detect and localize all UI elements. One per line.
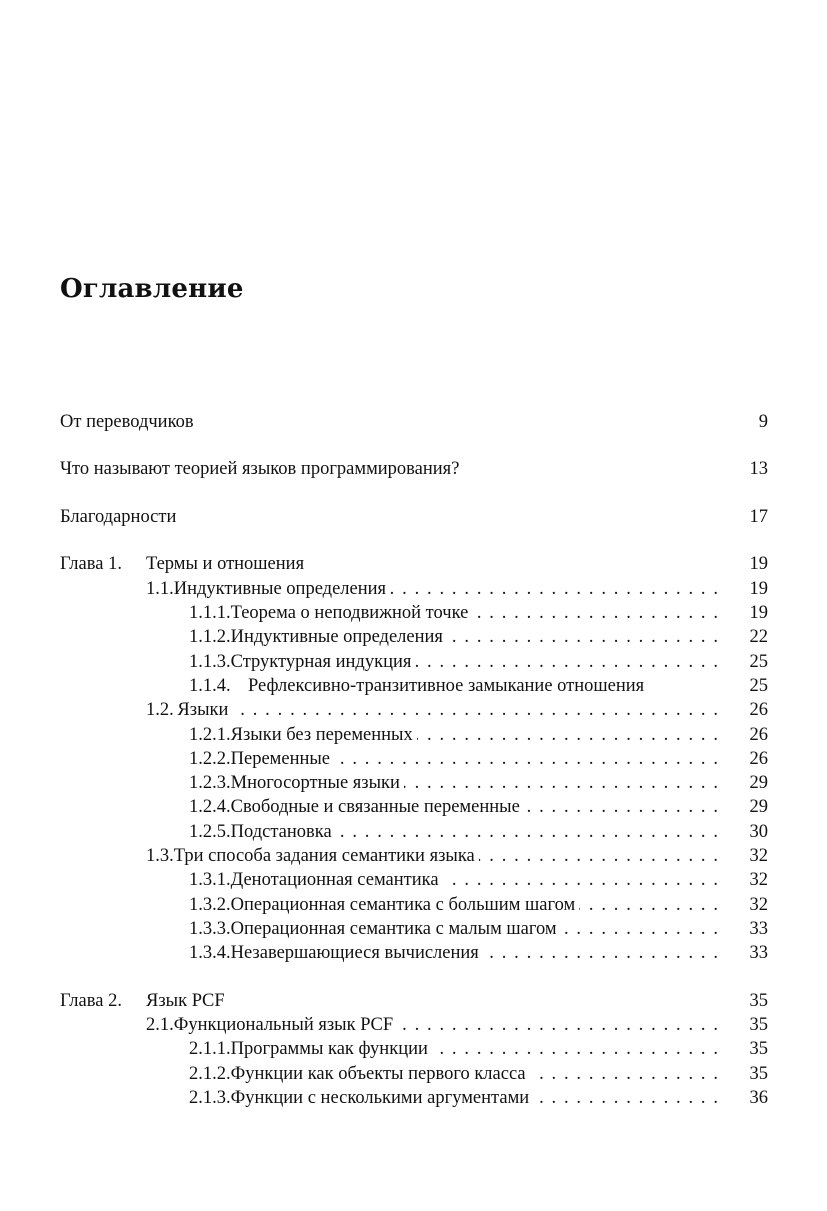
section-page: 32 — [749, 846, 768, 867]
subsection-page: 25 — [749, 651, 768, 672]
subsection-title: Переменные — [230, 748, 331, 769]
dot-leader — [530, 1062, 718, 1086]
toc-subsection-1-1-3[interactable] — [60, 650, 768, 674]
section-number: 1.2. — [146, 700, 174, 721]
toc-entry-page: 13 — [749, 459, 768, 480]
subsection-page: 33 — [749, 918, 768, 939]
dot-leader — [443, 868, 718, 892]
section-title: Три способа задания семантики языка — [173, 846, 475, 867]
dot-leader — [336, 820, 718, 844]
subsection-number: 1.2.2. — [189, 748, 231, 769]
dot-leader — [397, 1013, 718, 1037]
subsection-number: 2.1.2. — [189, 1063, 231, 1084]
subsection-number: 1.2.4. — [189, 797, 231, 818]
subsection-number: 1.2.3. — [189, 773, 231, 794]
dot-leader — [447, 625, 718, 649]
dot-leader — [432, 1037, 718, 1061]
toc-entry-title: Что называют теорией языков программирования? — [60, 459, 460, 480]
subsection-number: 1.2.5. — [189, 821, 231, 842]
toc-subsection-1-1-2[interactable] — [60, 625, 768, 649]
toc-entry-page: 9 — [758, 412, 768, 432]
toc-chapter-1[interactable] — [60, 552, 768, 576]
subsection-title: Операционная семантика с малым шагом — [230, 918, 557, 939]
toc-subsection-1-2-1[interactable] — [60, 723, 768, 747]
section-number: 1.1. — [146, 578, 174, 599]
toc-subsection-1-2-3[interactable] — [60, 771, 768, 795]
dot-leader — [417, 723, 718, 747]
dot-leader — [232, 698, 718, 722]
toc-entry-translators[interactable] — [60, 410, 768, 434]
section-page: 26 — [749, 700, 768, 721]
toc-section-1-1[interactable] — [60, 577, 768, 601]
section-title: Функциональный язык PCF — [173, 1014, 394, 1035]
subsection-number: 1.1.2. — [189, 627, 231, 648]
section-title: Языки — [177, 700, 229, 721]
subsection-title: Рефлексивно-транзитивное замыкание отношения — [248, 675, 645, 696]
subsection-page: 32 — [749, 894, 768, 915]
chapter-title: Термы и отношения — [146, 554, 305, 575]
chapter-page: 19 — [749, 554, 768, 575]
toc-entry-title: От переводчиков — [60, 412, 194, 432]
section-page: 19 — [749, 578, 768, 599]
subsection-number: 1.3.4. — [189, 943, 231, 964]
toc-subsection-1-3-3[interactable] — [60, 917, 768, 941]
subsection-title: Индуктивные определения — [230, 627, 443, 648]
subsection-page: 29 — [749, 773, 768, 794]
subsection-page: 22 — [749, 627, 768, 648]
subsection-title: Свободные и связанные переменные — [230, 797, 520, 818]
toc-section-1-3[interactable] — [60, 844, 768, 868]
toc-subsection-1-2-5[interactable] — [60, 820, 768, 844]
section-number: 2.1. — [146, 1014, 174, 1035]
subsection-number: 2.1.3. — [189, 1087, 231, 1108]
subsection-page: 36 — [749, 1087, 768, 1108]
subsection-number: 1.3.2. — [189, 894, 231, 915]
subsection-page: 33 — [749, 943, 768, 964]
toc-subsection-1-1-1[interactable] — [60, 601, 768, 625]
page-title: Оглавление — [60, 274, 244, 304]
subsection-page: 26 — [749, 724, 768, 745]
subsection-title: Подстановка — [230, 821, 332, 842]
toc-subsection-1-3-4[interactable] — [60, 941, 768, 965]
subsection-number: 1.1.3. — [189, 651, 231, 672]
toc-subsection-1-2-2[interactable] — [60, 747, 768, 771]
dot-leader — [579, 893, 718, 917]
subsection-number: 1.1.4. — [189, 675, 231, 696]
toc-subsection-1-2-4[interactable] — [60, 795, 768, 819]
toc-entry-acknowledgements[interactable] — [60, 505, 768, 529]
subsection-title: Структурная индукция — [230, 651, 412, 672]
subsection-page: 30 — [749, 821, 768, 842]
subsection-page: 35 — [749, 1063, 768, 1084]
dot-leader — [479, 844, 718, 868]
toc-subsection-2-1-2[interactable] — [60, 1062, 768, 1086]
toc-subsection-1-1-4[interactable] — [60, 674, 768, 698]
dot-leader — [561, 917, 718, 941]
toc-subsection-2-1-1[interactable] — [60, 1037, 768, 1061]
section-number: 1.3. — [146, 846, 174, 867]
subsection-number: 1.1.1. — [189, 603, 231, 624]
toc-subsection-2-1-3[interactable] — [60, 1086, 768, 1110]
dot-leader — [524, 795, 718, 819]
dot-leader — [390, 577, 718, 601]
subsection-title: Программы как функции — [230, 1039, 428, 1060]
toc-section-2-1[interactable] — [60, 1013, 768, 1037]
toc-subsection-1-3-1[interactable] — [60, 868, 768, 892]
subsection-page: 25 — [749, 675, 768, 696]
subsection-page: 19 — [749, 603, 768, 624]
subsection-title: Многосортные языки — [230, 773, 400, 794]
chapter-title: Язык PCF — [146, 990, 225, 1011]
subsection-number: 1.3.1. — [189, 870, 231, 891]
toc-entry-title: Благодарности — [60, 506, 177, 527]
toc-entry-page: 17 — [749, 506, 768, 527]
dot-leader — [472, 601, 718, 625]
toc-subsection-1-3-2[interactable] — [60, 893, 768, 917]
dot-leader — [483, 941, 718, 965]
toc-section-1-2[interactable] — [60, 698, 768, 722]
subsection-page: 35 — [749, 1039, 768, 1060]
subsection-title: Теорема о неподвижной точке — [230, 603, 469, 624]
subsection-title: Операционная семантика с большим шагом — [230, 894, 576, 915]
dot-leader — [404, 771, 718, 795]
subsection-page: 26 — [749, 748, 768, 769]
dot-leader — [334, 747, 718, 771]
subsection-title: Незавершающиеся вычисления — [230, 943, 479, 964]
toc-entry-what-is-theory[interactable] — [60, 457, 768, 481]
subsection-title: Функции как объекты первого класса — [230, 1063, 526, 1084]
chapter-page: 35 — [749, 990, 768, 1011]
toc-chapter-2[interactable] — [60, 989, 768, 1013]
subsection-number: 1.3.3. — [189, 918, 231, 939]
subsection-number: 1.2.1. — [189, 724, 231, 745]
subsection-title: Денотационная семантика — [230, 870, 439, 891]
subsection-page: 29 — [749, 797, 768, 818]
subsection-title: Языки без переменных — [230, 724, 413, 745]
dot-leader — [533, 1086, 718, 1110]
subsection-page: 32 — [749, 870, 768, 891]
subsection-number: 2.1.1. — [189, 1039, 231, 1060]
subsection-title: Функции с несколькими аргументами — [230, 1087, 530, 1108]
section-page: 35 — [749, 1014, 768, 1035]
table-of-contents — [60, 410, 768, 1110]
section-title: Индуктивные определения — [173, 578, 387, 599]
chapter-number: Глава 2. — [60, 990, 122, 1011]
chapter-number: Глава 1. — [60, 554, 122, 575]
dot-leader — [415, 650, 718, 674]
